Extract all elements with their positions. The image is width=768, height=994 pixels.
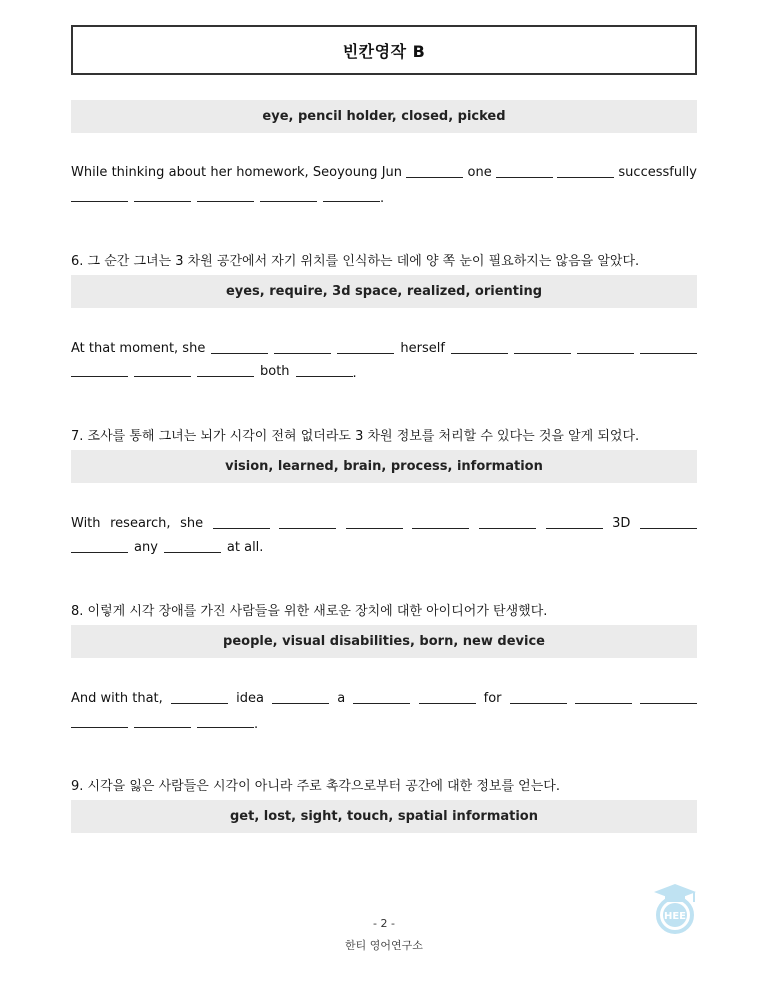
hint-box: eye, pencil holder, closed, picked bbox=[71, 100, 697, 133]
word: homework, bbox=[236, 165, 309, 180]
graduation-cap-logo-icon bbox=[650, 880, 700, 936]
blank bbox=[274, 341, 331, 354]
blank bbox=[71, 364, 128, 377]
blank bbox=[164, 540, 221, 553]
word: And with that, bbox=[71, 691, 163, 706]
blank bbox=[134, 189, 191, 202]
word: at all. bbox=[226, 540, 264, 555]
blank bbox=[557, 165, 614, 178]
hint-box: eyes, require, 3d space, realized, orienting bbox=[71, 275, 697, 308]
word: With bbox=[71, 516, 101, 531]
blank bbox=[279, 516, 336, 529]
blank bbox=[451, 341, 508, 354]
answer-line bbox=[71, 691, 697, 707]
blank-with-period: . bbox=[323, 189, 384, 207]
blank bbox=[171, 691, 228, 704]
blank bbox=[577, 341, 634, 354]
answer-line bbox=[71, 165, 697, 181]
question-text: 9. 시각을 잃은 사람들은 시각이 아니라 주로 촉각으로부터 공간에 대한 정보를 얻는다. bbox=[71, 779, 560, 794]
word: any bbox=[134, 540, 158, 555]
word: herself bbox=[400, 341, 445, 356]
blank bbox=[510, 691, 567, 704]
question-text: 6. 그 순간 그녀는 3 차원 공간에서 자기 위치를 인식하는 데에 양 쪽 눈이 필요하지는 않음을 알았다. bbox=[71, 254, 640, 269]
blank bbox=[213, 516, 270, 529]
blank bbox=[134, 364, 191, 377]
word: At that moment, she bbox=[71, 341, 206, 356]
blank bbox=[260, 189, 317, 202]
blank bbox=[479, 516, 536, 529]
hint-box: get, lost, sight, touch, spatial information bbox=[71, 800, 697, 833]
blank bbox=[640, 516, 697, 529]
word: idea bbox=[236, 691, 264, 706]
word: While bbox=[71, 165, 108, 180]
blank bbox=[71, 715, 128, 728]
blank bbox=[412, 516, 469, 529]
blank bbox=[134, 715, 191, 728]
answer-line bbox=[71, 189, 697, 207]
word: her bbox=[210, 165, 232, 180]
page-number: - 2 - bbox=[373, 917, 395, 930]
blank bbox=[514, 341, 571, 354]
word: one bbox=[467, 165, 492, 180]
blank-with-period: . bbox=[197, 715, 258, 733]
answer-line bbox=[71, 540, 697, 556]
blank bbox=[337, 341, 394, 354]
word: she bbox=[180, 516, 204, 531]
blank bbox=[406, 165, 463, 178]
word: 3D bbox=[612, 516, 631, 531]
blank bbox=[546, 516, 603, 529]
word: for bbox=[483, 691, 502, 706]
blank bbox=[197, 364, 254, 377]
word: Seoyoung bbox=[312, 165, 378, 180]
blank bbox=[575, 691, 632, 704]
blank bbox=[496, 165, 553, 178]
worksheet-title: 빈칸영작 B bbox=[71, 25, 697, 75]
blank bbox=[272, 691, 329, 704]
answer-line bbox=[71, 364, 697, 382]
blank bbox=[211, 341, 268, 354]
blank bbox=[346, 516, 403, 529]
hint-box: people, visual disabilities, born, new device bbox=[71, 625, 697, 658]
word: Jun bbox=[381, 165, 403, 180]
blank bbox=[197, 189, 254, 202]
footer-organization: 한티 영어연구소 bbox=[345, 939, 423, 952]
svg-text:HEE: HEE bbox=[663, 911, 687, 922]
word: a bbox=[337, 691, 346, 706]
question-text: 7. 조사를 통해 그녀는 뇌가 시각이 전혀 없더라도 3 차원 정보를 처리할 수 있다는 것을 알게 되었다. bbox=[71, 429, 640, 444]
blank bbox=[71, 189, 128, 202]
word: about bbox=[168, 165, 207, 180]
blank bbox=[353, 691, 410, 704]
hint-box: vision, learned, brain, process, information bbox=[71, 450, 697, 483]
blank bbox=[640, 691, 697, 704]
answer-line bbox=[71, 715, 697, 733]
answer-line bbox=[71, 341, 697, 357]
blank bbox=[640, 341, 697, 354]
word: thinking bbox=[111, 165, 165, 180]
word: both bbox=[260, 364, 290, 379]
question-text: 8. 이렇게 시각 장애를 가진 사람들을 위한 새로운 장치에 대한 아이디어가 탄생했다. bbox=[71, 604, 548, 619]
answer-line bbox=[71, 516, 697, 532]
blank-with-period: . bbox=[296, 364, 357, 382]
word: research, bbox=[110, 516, 171, 531]
blank bbox=[419, 691, 476, 704]
blank bbox=[71, 540, 128, 553]
word: successfully bbox=[618, 165, 697, 180]
